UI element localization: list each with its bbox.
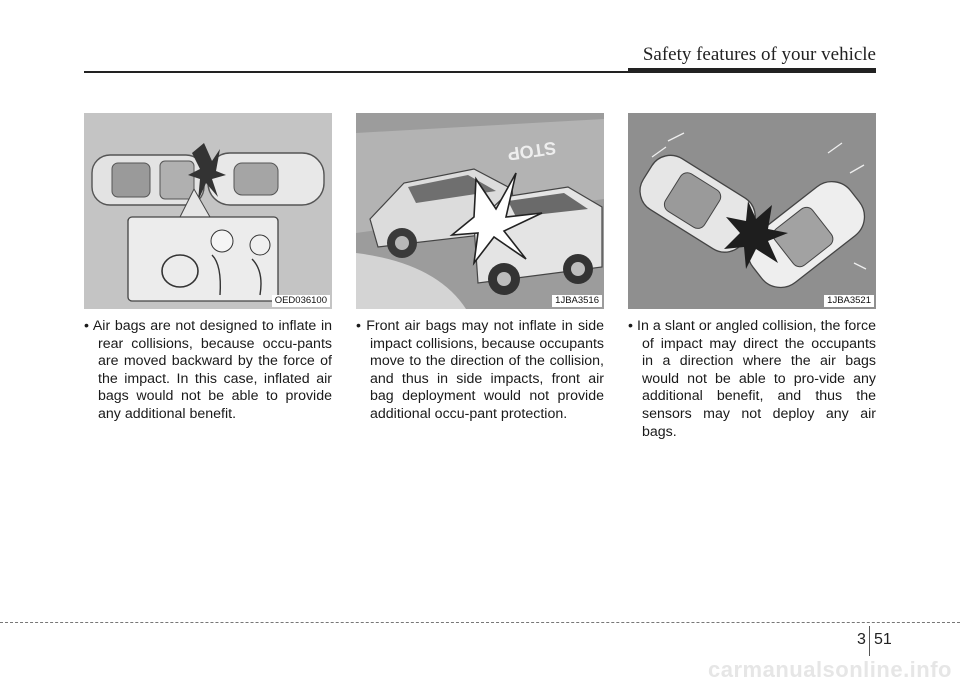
footer-divider: [869, 626, 870, 656]
bullet-angled-collision: • In a slant or angled collision, the force of impact may direct the occupants in a direction where the air bags would not be able to pro-vide any additional benefit, and thus the sensors may not deploy any air bags.: [628, 318, 876, 440]
footer-rule: [0, 622, 960, 623]
header-rule-accent: [628, 68, 876, 73]
rear-collision-figure: [84, 113, 332, 309]
figure-code: 1JBA3521: [824, 295, 874, 307]
side-impact-figure: [356, 113, 604, 309]
figure-code: 1JBA3516: [552, 295, 602, 307]
chapter-number: 3: [857, 631, 866, 648]
stop-road-marking: STOP: [506, 137, 558, 165]
watermark: carmanualsonline.info: [708, 657, 952, 682]
bullet-rear-collision: • Air bags are not designed to inflate in rear collisions, because occu-pants are moved backward by the force of the impact. In this case, inflated air bags would not be able to provide any additional benefit.: [84, 318, 332, 422]
page-number: 51: [874, 631, 892, 648]
bullet-side-impact: • Front air bags may not inflate in side impact collisions, because occupants move to the direction of the collision, and thus in side impacts, front air bag deployment would not provide additional occu-pant protection.: [356, 318, 604, 422]
header-title: Safety features of your vehicle: [642, 44, 876, 65]
angled-collision-figure: [628, 113, 876, 309]
figure-code: OED036100: [272, 295, 330, 307]
